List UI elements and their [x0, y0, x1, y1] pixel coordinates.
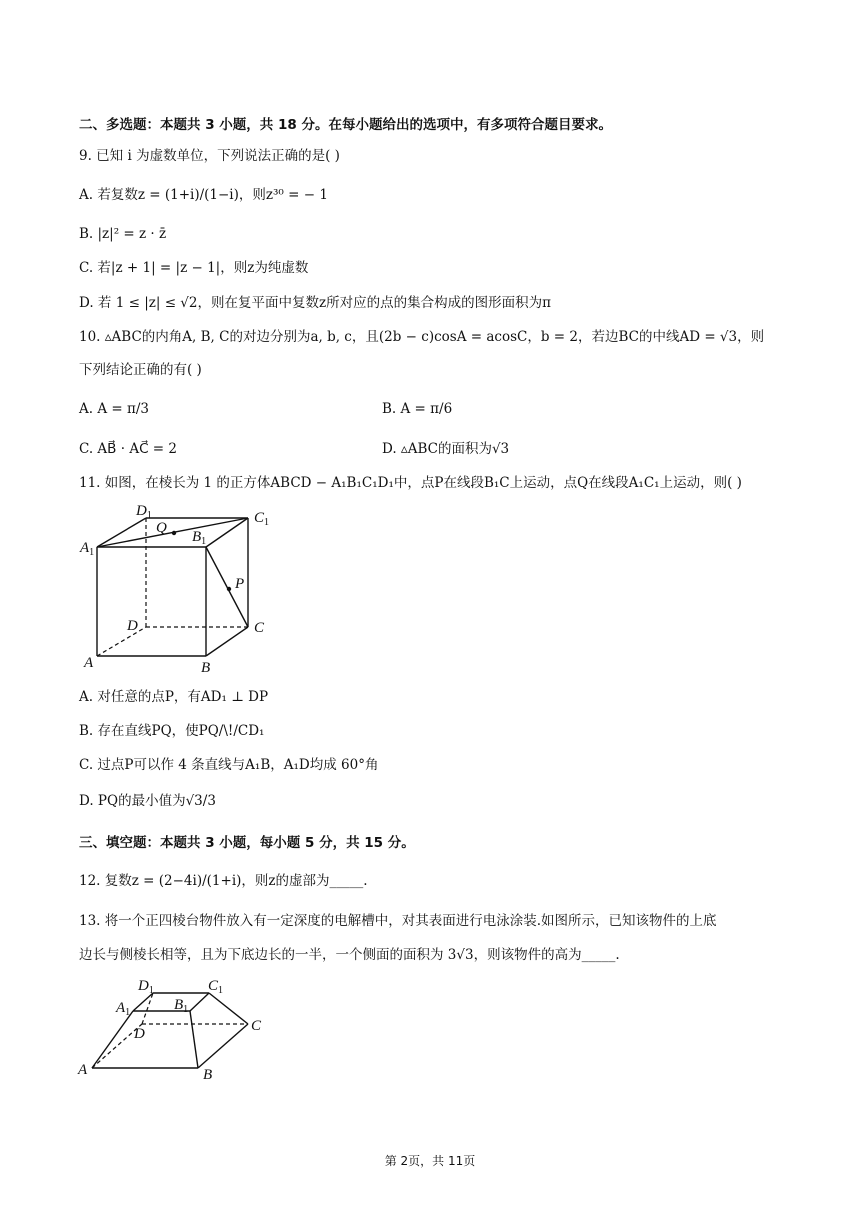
q13-label-a1: $A_1$ [116, 1000, 131, 1018]
q10-option-a: A. A = π/3 [79, 401, 149, 417]
section-fill-blank-heading: 三、填空题：本题共 3 小题，每小题 5 分，共 15 分。 [79, 835, 415, 851]
q13-label-b1: $B_1$ [174, 997, 189, 1015]
q13-label-a: A [78, 1062, 88, 1078]
q12-stem: 12. 复数z = (2−4i)/(1+i)，则z的虚部为_____. [79, 873, 368, 889]
q10-option-c: C. AB⃗ · AC⃗ = 2 [79, 441, 177, 457]
q11-label-b1: $B_1$ [192, 529, 207, 547]
q11-point-q [172, 531, 176, 535]
q10-option-d: D. ▵ABC的面积为√3 [382, 441, 510, 457]
q10-stem-line2: 下列结论正确的有( ) [79, 362, 202, 378]
q11-stem: 11. 如图，在棱长为 1 的正方体ABCD − A₁B₁C₁D₁中，点P在线段B₁C上运动，点Q在线段A₁C₁上运动，则( ) [79, 475, 742, 491]
q11-point-p [227, 587, 231, 591]
q13-label-d: D [134, 1026, 145, 1042]
page-footer: 第 2页，共 11页 [384, 1154, 476, 1168]
q11-option-b: B. 存在直线PQ，使PQ/\!/CD₁ [79, 723, 265, 739]
q11-option-d: D. PQ的最小值为√3/3 [79, 793, 216, 809]
q9-option-b: B. |z|² = z · z̄ [79, 226, 167, 242]
q10-stem-line1: 10. ▵ABC的内角A, B, C的对边分别为a, b, c，且(2b − c)cosA = acosC，b = 2，若边BC的中线AD = √3，则 [79, 329, 765, 345]
q11-label-d: D [127, 618, 138, 634]
q13-label-c: C [251, 1018, 262, 1034]
q10-option-b: B. A = π/6 [382, 401, 453, 417]
q11-label-c1: $C_1$ [254, 510, 270, 528]
q11-label-q: Q [156, 520, 167, 536]
q11-option-a: A. 对任意的点P，有AD₁ ⊥ DP [79, 689, 269, 705]
q13-label-c1: $C_1$ [208, 978, 224, 996]
q11-option-c: C. 过点P可以作 4 条直线与A₁B，A₁D均成 60°角 [79, 757, 379, 773]
q13-label-b: B [203, 1067, 213, 1083]
q13-label-d1: $D_1$ [138, 978, 154, 996]
section-multiple-choice-heading: 二、多选题：本题共 3 小题，共 18 分。在每小题给出的选项中，有多项符合题目要求。 [79, 117, 612, 133]
q11-label-a1: $A_1$ [80, 540, 95, 558]
q11-label-b: B [201, 660, 211, 676]
q13-stem-line2: 边长与侧棱长相等，且为下底边长的一半，一个侧面的面积为 3√3，则该物件的高为_____. [79, 947, 620, 963]
q11-label-c: C [254, 620, 265, 636]
q9-stem: 9. 已知 i 为虚数单位，下列说法正确的是( ) [79, 148, 340, 164]
q11-label-p: P [235, 576, 245, 592]
q11-label-a: A [84, 655, 94, 671]
q9-option-d: D. 若 1 ≤ |z| ≤ √2，则在复平面中复数z所对应的点的集合构成的图形面积为π [79, 295, 551, 311]
q13-stem-line1: 13. 将一个正四棱台物件放入有一定深度的电解槽中，对其表面进行电泳涂装.如图所示，已知该物件的上底 [79, 913, 717, 929]
q11-label-d1: $D_1$ [136, 503, 152, 521]
q9-option-a: A. 若复数z = (1+i)/(1−i)，则z³⁰ = − 1 [79, 187, 328, 203]
q9-option-c: C. 若|z + 1| = |z − 1|，则z为纯虚数 [79, 260, 309, 276]
